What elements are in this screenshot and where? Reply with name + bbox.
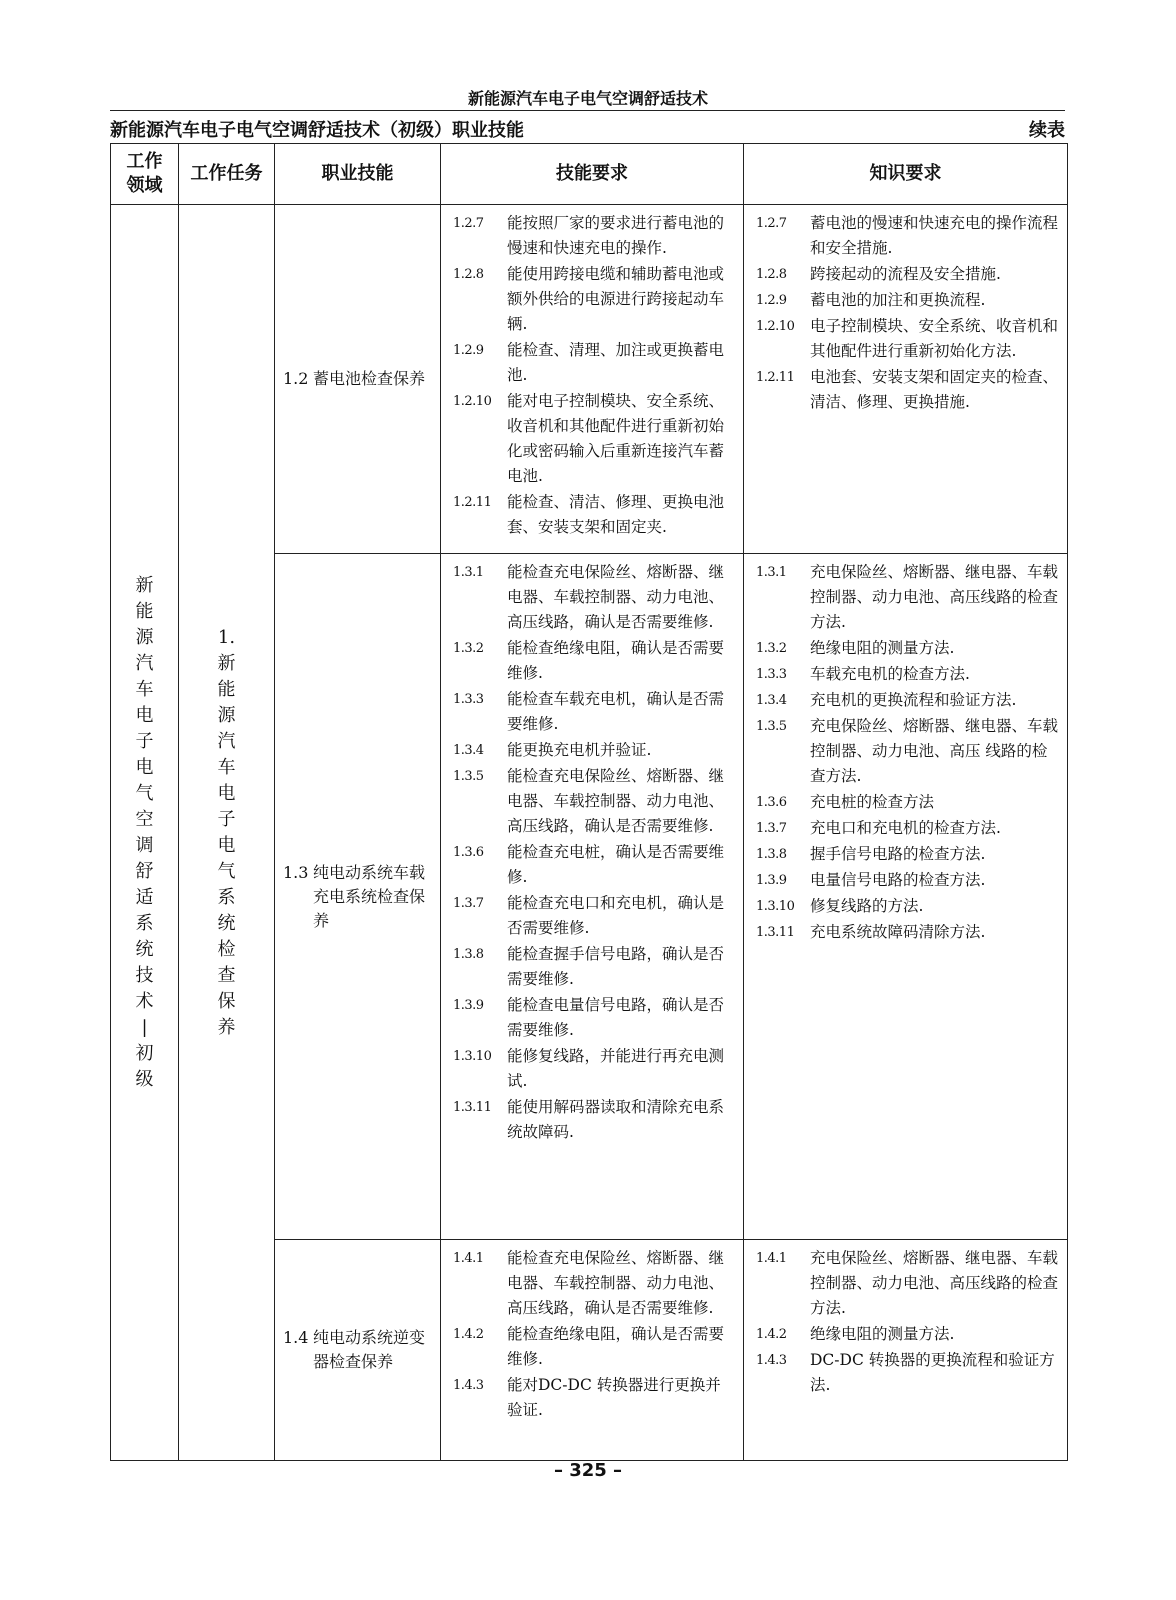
item-text: 能对DC-DC 转换器进行更换并验证. (507, 1376, 721, 1420)
knowledge-requirements-item (756, 314, 1059, 364)
work-task-cell-char: 新 (217, 652, 236, 674)
knowledge-requirements-item (756, 920, 1059, 945)
skill-requirements-item (453, 389, 735, 489)
skill-requirements-item (453, 1322, 735, 1372)
work-task-cell-char: 源 (217, 704, 236, 726)
item-text: 电池套、安装支架和固定夹的检查、清洁、修理、更换措施. (810, 368, 1059, 411)
item-text: 充电桩的检查方法 (810, 793, 935, 812)
item-text: 能检查握手信号电路，确认是否需要维修. (507, 945, 725, 989)
table-title-row (110, 116, 1065, 142)
item-number: 1.3.9 (756, 873, 787, 889)
item-text: 能检查绝缘电阻，确认是否需要维修. (507, 1325, 725, 1369)
knowledge-requirements-cell (744, 1240, 1068, 1461)
item-number: 1.2.8 (453, 267, 484, 282)
knowledge-requirements-item (756, 688, 1059, 713)
work-task-cell-char: 查 (217, 964, 236, 986)
page-number: – 325 – (553, 1460, 623, 1481)
knowledge-requirements-item (756, 1348, 1059, 1398)
knowledge-requirements-cell (744, 205, 1068, 554)
item-number: 1.4.1 (453, 1251, 484, 1267)
work-area-cell-char: 级 (135, 1068, 154, 1090)
skill-requirements-item (453, 262, 735, 337)
skill-requirements-item (453, 1373, 735, 1423)
work-task-cell-char: 车 (217, 756, 236, 778)
knowledge-requirements-cell (744, 554, 1068, 1240)
skill-requirements-item (453, 891, 735, 941)
item-number: 1.2.10 (756, 319, 795, 334)
col-header-work-area-line1: 工作 (126, 151, 163, 172)
item-text: 蓄电池的加注和更换流程. (810, 291, 986, 309)
item-number: 1.2.7 (756, 216, 787, 231)
skill-requirements-item (453, 636, 735, 686)
item-number: 1.3.11 (453, 1100, 492, 1116)
knowledge-requirements-item (756, 365, 1059, 415)
work-area-cell (111, 205, 179, 1461)
item-text: 能检查、清洁、修理、更换电池套、安装支架和固定夹. (507, 493, 725, 536)
table-title: 新能源汽车电子电气空调舒适技术（初级）职业技能 (110, 120, 524, 141)
knowledge-requirements-item (756, 894, 1059, 919)
knowledge-requirements-item (756, 662, 1059, 687)
work-area-cell-char: 调 (135, 834, 154, 856)
skill-requirements-item (453, 764, 735, 839)
item-number: 1.2.9 (453, 343, 484, 358)
work-task-cell (179, 205, 275, 1461)
item-number: 1.2.9 (756, 293, 787, 308)
skill-cell (275, 1240, 441, 1461)
item-text: 充电保险丝、熔断器、继电器、车载控制器、动力电池、高压 线路的检查方法. (810, 717, 1059, 786)
skill-code: 1.4 (283, 1328, 309, 1348)
skill-requirements-item (453, 840, 735, 890)
knowledge-requirements-item (756, 211, 1059, 261)
work-area-cell-char: 新 (135, 574, 154, 596)
continued-label: 续表 (1029, 120, 1065, 141)
table-row (111, 205, 1068, 554)
work-task-cell-char: 电 (217, 782, 236, 804)
item-text: 绝缘电阻的测量方法. (810, 1325, 955, 1344)
knowledge-requirements-item (756, 262, 1059, 287)
work-task-cell-char: 系 (217, 886, 236, 908)
skill-requirements-item (453, 560, 735, 635)
item-text: 能更换充电机并验证. (507, 741, 652, 760)
item-text: 跨接起动的流程及安全措施. (810, 265, 1001, 283)
item-text: 能修复线路，并能进行再充电测试. (507, 1047, 725, 1091)
skill-requirements-cell (441, 205, 744, 554)
item-number: 1.3.3 (756, 667, 787, 683)
knowledge-requirements-item (756, 714, 1059, 789)
header-rule (110, 110, 1065, 111)
skill-requirements-item (453, 1095, 735, 1145)
work-task-cell-char: 1. (217, 626, 236, 648)
item-text: 修复线路的方法. (810, 897, 924, 916)
work-area-cell-char: 初 (135, 1042, 154, 1064)
item-text: 能检查充电口和充电机，确认是否需要维修. (507, 894, 725, 938)
knowledge-requirements-item (756, 288, 1059, 313)
work-task-cell-char: 保 (217, 990, 236, 1012)
skill-code: 1.3 (283, 862, 309, 882)
skill-requirements-item (453, 211, 735, 261)
work-area-cell-char: 系 (135, 912, 154, 934)
item-text: 能检查车载充电机，确认是否需要维修. (507, 690, 725, 734)
item-number: 1.4.3 (453, 1378, 484, 1394)
item-number: 1.3.11 (756, 925, 795, 941)
skill-requirements-item (453, 993, 735, 1043)
work-area-cell-char: 源 (135, 626, 154, 648)
skill-cell (275, 554, 441, 1240)
work-task-cell-char: 检 (217, 938, 236, 960)
work-task-cell-char: 子 (217, 808, 236, 830)
skill-requirements-item (453, 1246, 735, 1321)
item-number: 1.2.7 (453, 216, 484, 231)
skill-name: 纯电动系统车载充电系统检查保养 (313, 862, 426, 930)
item-number: 1.3.1 (756, 565, 787, 581)
item-text: DC-DC 转换器的更换流程和验证方法. (810, 1351, 1055, 1395)
item-number: 1.3.7 (453, 896, 484, 912)
item-text: 能检查充电保险丝、熔断器、继电器、车载控制器、动力电池、高压线路，确认是否需要维修. (507, 1249, 725, 1318)
skill-requirements-cell (441, 1240, 744, 1461)
skill-requirements-cell (441, 554, 744, 1240)
knowledge-requirements-item (756, 868, 1059, 893)
item-text: 车载充电机的检查方法. (810, 665, 970, 684)
work-area-cell-char: 电 (135, 704, 154, 726)
work-area-cell-char: 能 (135, 600, 154, 622)
item-text: 能检查充电保险丝、熔断器、继电器、车载控制器、动力电池、高压线路，确认是否需要维修. (507, 563, 725, 632)
item-text: 能检查充电保险丝、熔断器、继电器、车载控制器、动力电池、高压线路，确认是否需要维修. (507, 767, 725, 836)
item-text: 充电系统故障码清除方法. (810, 923, 986, 942)
work-task-cell-char: 养 (217, 1016, 236, 1038)
skill-requirements-item (453, 687, 735, 737)
col-header-skill: 职业技能 (275, 144, 441, 205)
col-header-work-task: 工作任务 (179, 144, 275, 205)
work-task-cell-char: 气 (217, 860, 236, 882)
item-number: 1.3.1 (453, 565, 484, 581)
item-text: 充电保险丝、熔断器、继电器、车载控制器、动力电池、高压线路的检查方法. (810, 563, 1059, 632)
item-text: 能按照厂家的要求进行蓄电池的慢速和快速充电的操作. (507, 214, 725, 257)
work-task-cell-char: 汽 (217, 730, 236, 752)
knowledge-requirements-item (756, 1246, 1059, 1321)
skill-requirements-item (453, 738, 735, 763)
work-area-cell-char: 舒 (135, 860, 154, 882)
item-text: 绝缘电阻的测量方法. (810, 639, 955, 658)
knowledge-requirements-item (756, 790, 1059, 815)
item-number: 1.3.8 (756, 847, 787, 863)
work-task-cell-char: 能 (217, 678, 236, 700)
item-number: 1.3.4 (453, 743, 484, 759)
col-header-knowledge-requirements: 知识要求 (744, 144, 1068, 205)
skill-requirements-item (453, 338, 735, 388)
work-task-cell-char: 统 (217, 912, 236, 934)
skill-requirements-item (453, 942, 735, 992)
col-header-work-area-line2: 领域 (126, 175, 163, 196)
work-area-cell-char: | (141, 1016, 148, 1038)
item-number: 1.3.6 (453, 845, 484, 861)
item-number: 1.3.4 (756, 693, 787, 709)
running-header: 新能源汽车电子电气空调舒适技术 (467, 89, 708, 108)
knowledge-requirements-item (756, 636, 1059, 661)
skill-requirements-item (453, 1044, 735, 1094)
knowledge-requirements-item (756, 816, 1059, 841)
item-number: 1.2.11 (756, 370, 795, 385)
item-number: 1.3.5 (453, 769, 484, 785)
item-text: 能检查充电桩，确认是否需要维修. (507, 843, 725, 887)
item-text: 充电口和充电机的检查方法. (810, 819, 1001, 838)
skill-name: 蓄电池检查保养 (313, 369, 426, 389)
knowledge-requirements-item (756, 842, 1059, 867)
work-area-cell-char: 术 (135, 990, 154, 1012)
knowledge-requirements-item (756, 560, 1059, 635)
item-text: 握手信号电路的检查方法. (810, 845, 986, 864)
work-area-cell-char: 统 (135, 938, 154, 960)
work-area-cell-char: 技 (135, 964, 154, 986)
item-number: 1.3.2 (453, 641, 484, 657)
work-area-cell-char: 电 (135, 756, 154, 778)
item-number: 1.3.10 (756, 899, 795, 915)
item-number: 1.3.7 (756, 821, 787, 837)
work-area-cell-char: 气 (135, 782, 154, 804)
skill-code: 1.2 (283, 369, 309, 389)
item-number: 1.4.2 (453, 1327, 484, 1343)
item-text: 能检查电量信号电路，确认是否需要维修. (507, 996, 725, 1040)
item-text: 电量信号电路的检查方法. (810, 871, 986, 890)
item-number: 1.3.2 (756, 641, 787, 657)
work-area-cell-char: 汽 (135, 652, 154, 674)
skills-table (110, 143, 1068, 1461)
item-number: 1.2.8 (756, 267, 787, 282)
item-number: 1.3.9 (453, 998, 484, 1014)
skill-name: 纯电动系统逆变器检查保养 (313, 1328, 426, 1372)
item-text: 蓄电池的慢速和快速充电的操作流程和安全措施. (810, 214, 1059, 257)
work-area-cell-char: 子 (135, 730, 154, 752)
col-header-skill-requirements: 技能要求 (441, 144, 744, 205)
skill-cell (275, 205, 441, 554)
item-number: 1.3.8 (453, 947, 484, 963)
table-header-row (111, 144, 1068, 205)
work-task-cell-char: 电 (217, 834, 236, 856)
item-text: 能对电子控制模块、安全系统、收音机和其他配件进行重新初始化或密码输入后重新连接汽车蓄电池. (507, 392, 725, 485)
item-number: 1.2.10 (453, 394, 492, 409)
item-text: 电子控制模块、安全系统、收音机和其他配件进行重新初始化方法. (810, 317, 1059, 360)
skill-requirements-item (453, 490, 735, 540)
item-text: 充电机的更换流程和验证方法. (810, 691, 1017, 710)
item-number: 1.3.3 (453, 692, 484, 708)
item-number: 1.3.6 (756, 795, 787, 811)
item-number: 1.4.1 (756, 1251, 787, 1267)
item-number: 1.4.2 (756, 1327, 787, 1343)
item-number: 1.2.11 (453, 495, 492, 510)
work-area-cell-char: 空 (135, 808, 154, 830)
item-number: 1.3.10 (453, 1049, 492, 1065)
item-number: 1.3.5 (756, 719, 787, 735)
item-text: 能使用解码器读取和清除充电系统故障码. (507, 1098, 725, 1142)
item-text: 能使用跨接电缆和辅助蓄电池或额外供给的电源进行跨接起动车辆. (507, 265, 725, 333)
work-area-cell-char: 适 (135, 886, 154, 908)
item-text: 能检查绝缘电阻，确认是否需要维修. (507, 639, 725, 683)
col-header-work-area (111, 144, 179, 205)
item-text: 充电保险丝、熔断器、继电器、车载控制器、动力电池、高压线路的检查方法. (810, 1249, 1059, 1318)
item-text: 能检查、清理、加注或更换蓄电池. (507, 341, 725, 384)
work-area-cell-char: 车 (135, 678, 154, 700)
item-number: 1.4.3 (756, 1353, 787, 1369)
knowledge-requirements-item (756, 1322, 1059, 1347)
